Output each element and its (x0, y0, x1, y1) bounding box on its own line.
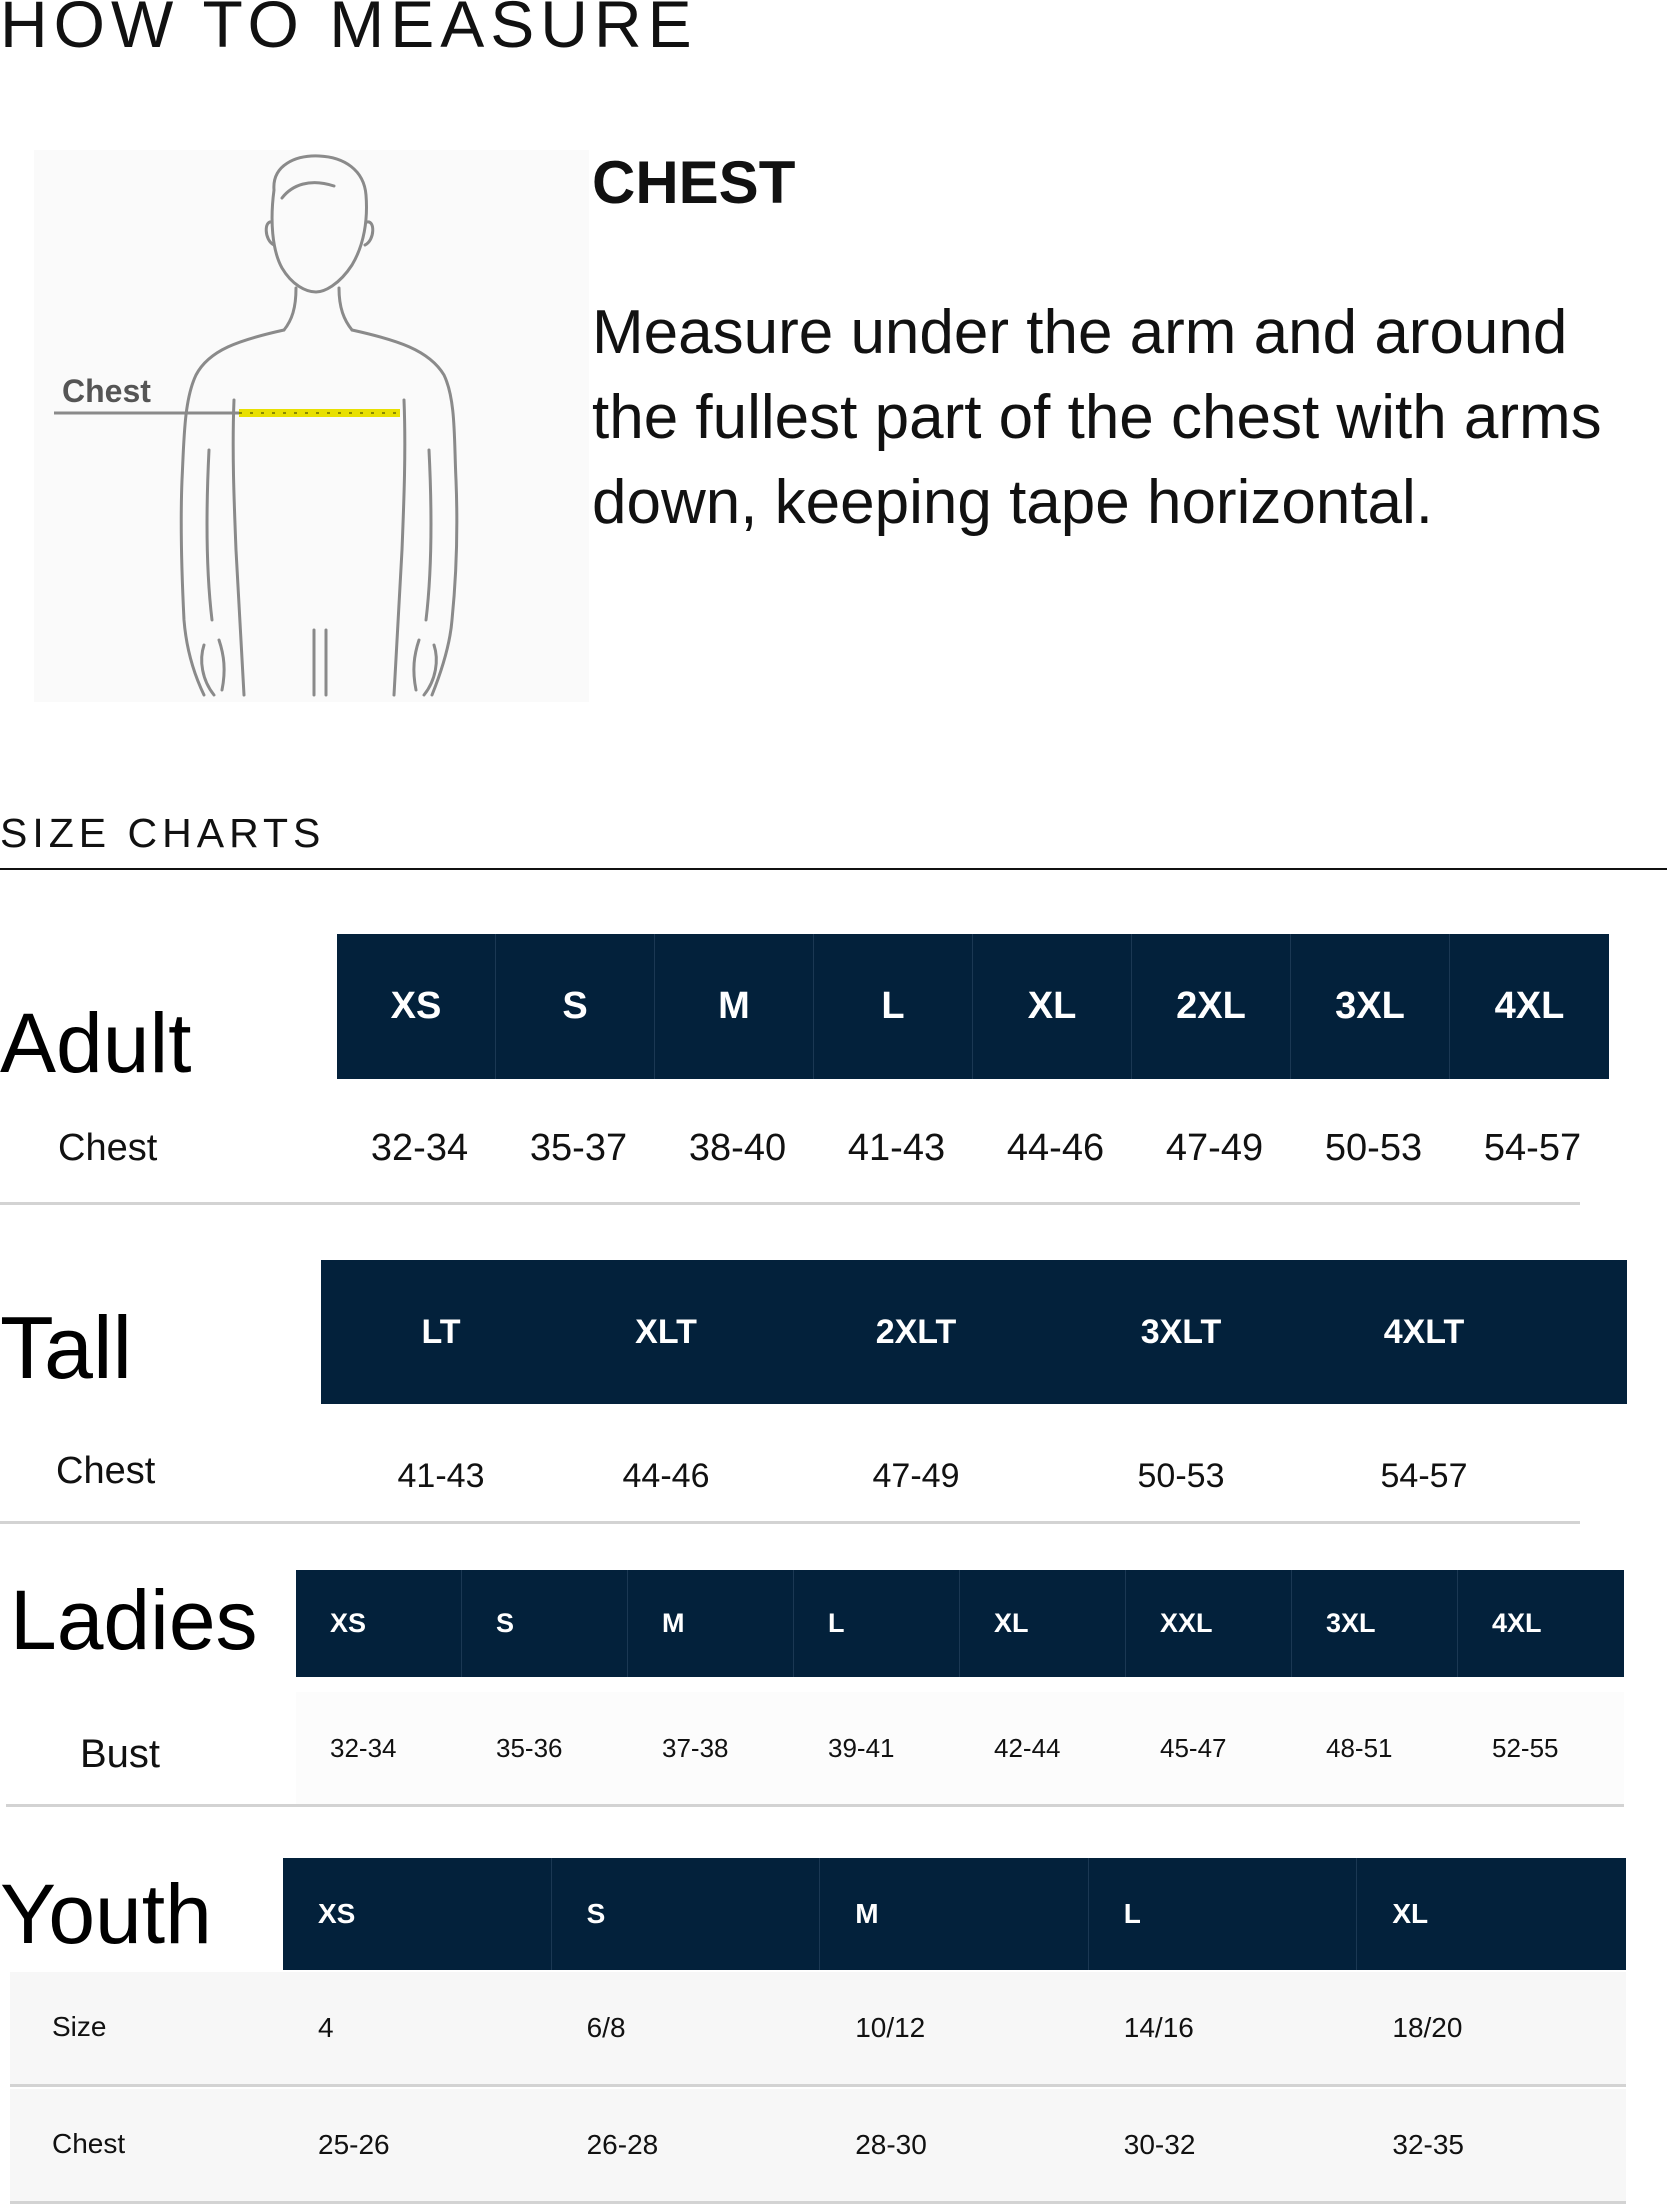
tall-size-lt: LT (421, 1312, 461, 1351)
youth-chest-row (283, 2089, 1626, 2201)
youth-size-s: S (552, 1858, 821, 1970)
ladies-size-xs: XS (296, 1570, 462, 1677)
youth-size-value: 10/12 (855, 2012, 926, 2043)
adult-size-l: L (814, 934, 973, 1079)
tall-size-xlt: XLT (635, 1312, 697, 1351)
tall-size-header (321, 1260, 1627, 1404)
tall-row-label: Chest (56, 1450, 156, 1492)
adult-chest-row (340, 1118, 1612, 1178)
ladies-bust-value: 32-34 (330, 1732, 397, 1763)
youth-size-xl: XL (1392, 1898, 1429, 1929)
youth-chest-value: 30-32 (1123, 2129, 1196, 2160)
ladies-size-4xl: 4XL (1492, 1608, 1542, 1638)
tall-chest-value: 44-46 (622, 1456, 710, 1495)
adult-size-header (337, 934, 1609, 1079)
chest-heading: CHEST (592, 149, 796, 216)
ladies-bust-row (296, 1692, 1624, 1804)
ladies-bust-value: 39-41 (828, 1732, 895, 1763)
youth-size-value: 18/20 (1392, 2012, 1463, 2043)
figure-label: Chest (62, 373, 151, 409)
ladies-bust-value: 37-38 (662, 1732, 729, 1763)
adult-chest-value: 54-57 (1483, 1126, 1582, 1169)
tall-size-3xlt: 3XLT (1140, 1312, 1222, 1351)
youth-bottom-divider (10, 2201, 1626, 2204)
adult-size-s: S (496, 934, 655, 1079)
youth-chest-label: Chest (52, 2128, 126, 2159)
tall-chest-value: 41-43 (397, 1456, 485, 1495)
ladies-size-header (296, 1570, 1624, 1677)
adult-chest-value: 44-46 (1006, 1126, 1105, 1169)
adult-chest-value: 38-40 (688, 1126, 787, 1169)
page-title: HOW TO MEASURE (0, 0, 698, 61)
adult-size-xs: XS (337, 934, 496, 1079)
tall-chest-row (321, 1446, 1627, 1506)
ladies-bust-value: 52-55 (1492, 1732, 1559, 1763)
youth-divider (10, 2084, 1626, 2087)
ladies-size-l: L (794, 1570, 960, 1677)
ladies-bust-value: 35-36 (496, 1732, 563, 1763)
youth-size-xs: XS (283, 1858, 552, 1970)
ladies-bust-value: 48-51 (1326, 1732, 1393, 1763)
adult-size-m: M (655, 934, 814, 1079)
ladies-size-m: M (628, 1570, 794, 1677)
adult-chest-value: 41-43 (847, 1126, 946, 1169)
adult-row-label: Chest (58, 1127, 158, 1169)
adult-chest-value: 32-34 (370, 1126, 469, 1169)
youth-chest-value: 28-30 (855, 2129, 927, 2160)
adult-chest-value: 47-49 (1165, 1126, 1264, 1169)
tall-chest-value: 54-57 (1380, 1456, 1468, 1495)
tall-size-2xlt: 2XLT (875, 1312, 957, 1351)
adult-size-4xl: 4XL (1494, 985, 1565, 1027)
youth-size-m: M (820, 1858, 1089, 1970)
adult-divider (0, 1202, 1580, 1205)
ladies-size-xl: XL (960, 1570, 1126, 1677)
ladies-size-3xl: 3XL (1292, 1570, 1458, 1677)
tall-divider (0, 1521, 1580, 1524)
size-charts-divider (0, 868, 1667, 870)
measurement-figure (34, 150, 589, 702)
person-outline-icon (34, 150, 589, 702)
youth-title: Youth (0, 1867, 212, 1961)
adult-size-2xl: 2XL (1132, 934, 1291, 1079)
youth-chest-value: 25-26 (318, 2129, 390, 2160)
tall-chest-value: 47-49 (872, 1456, 960, 1495)
chest-description: Measure under the arm and around the fullest part of the chest with arms down, keeping tape horizontal. (592, 298, 1602, 537)
youth-chest-value: 26-28 (586, 2129, 659, 2160)
youth-size-label: Size (52, 2011, 107, 2042)
adult-chest-value: 50-53 (1324, 1126, 1423, 1169)
youth-size-value: 4 (318, 2012, 334, 2043)
size-charts-title: SIZE CHARTS (0, 810, 326, 856)
youth-size-value: 6/8 (586, 2012, 626, 2043)
ladies-bust-value: 45-47 (1160, 1732, 1227, 1763)
adult-title: Adult (0, 996, 192, 1090)
ladies-row-label: Bust (80, 1732, 161, 1776)
youth-size-header (283, 1858, 1626, 1970)
adult-size-xl: XL (973, 934, 1132, 1079)
ladies-size-xxl: XXL (1126, 1570, 1292, 1677)
youth-chest-value: 32-35 (1392, 2129, 1464, 2160)
adult-chest-value: 35-37 (529, 1126, 628, 1169)
youth-size-value: 14/16 (1123, 2012, 1194, 2043)
youth-size-l: L (1089, 1858, 1358, 1970)
ladies-bust-value: 42-44 (994, 1732, 1061, 1763)
ladies-divider (6, 1804, 1624, 1807)
ladies-title: Ladies (10, 1573, 258, 1667)
youth-size-row (283, 1972, 1626, 2084)
tall-size-4xlt: 4XLT (1383, 1312, 1465, 1351)
tall-chest-value: 50-53 (1137, 1456, 1225, 1495)
ladies-size-s: S (462, 1570, 628, 1677)
adult-size-3xl: 3XL (1291, 934, 1450, 1079)
tall-title: Tall (0, 1298, 133, 1397)
